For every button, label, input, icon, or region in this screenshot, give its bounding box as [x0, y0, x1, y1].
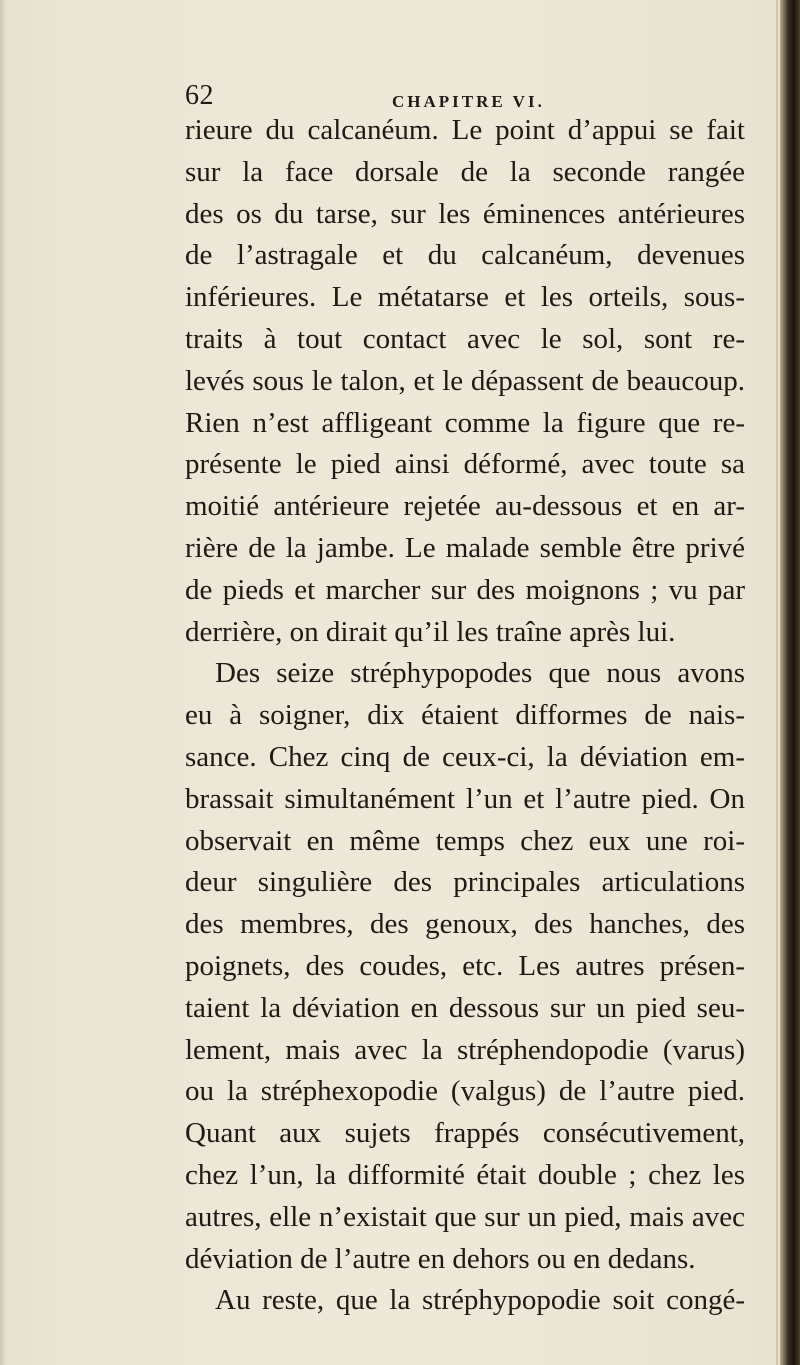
text-line: de pieds et marcher sur des moignons ; vu par [185, 573, 745, 606]
text-line: ou la stréphexopodie (valgus) de l’autre pied. [185, 1075, 745, 1108]
text-line: moitié antérieure rejetée au-dessous et en ar- [185, 490, 745, 523]
book-spine-edge [780, 0, 800, 1365]
text-line: chez l’un, la difformité était double ; chez les [185, 1158, 745, 1191]
text-line: brassait simultanément l’un et l’autre pied. On [185, 782, 745, 815]
text-line: présente le pied ainsi déformé, avec toute sa [185, 448, 745, 481]
text-line: poignets, des coudes, etc. Les autres présen- [185, 949, 745, 982]
text-line: lement, mais avec la stréphendopodie (varus) [185, 1033, 745, 1066]
text-line: sance. Chez cinq de ceux-ci, la déviation em- [185, 740, 745, 773]
text-line: rière de la jambe. Le malade semble être privé [185, 531, 745, 564]
page-gutter-line [776, 0, 778, 1365]
text-line: des membres, des genoux, des hanches, des [185, 908, 745, 941]
text-line: eu à soigner, dix étaient difformes de nais- [185, 699, 745, 732]
page-number: 62 [185, 80, 214, 111]
paragraph-first-line: Des seize stréphypopodes que nous avons [215, 657, 745, 690]
text-line: deur singulière des principales articulations [185, 866, 745, 899]
text-line: des os du tarse, sur les éminences antérieures [185, 197, 745, 230]
text-line: Rien n’est affligeant comme la figure que re- [185, 406, 745, 439]
paragraph-first-line: Au reste, que la stréphypopodie soit congé- [215, 1284, 745, 1317]
page-left-edge [0, 0, 6, 1365]
text-line: levés sous le talon, et le dépassent de beaucoup. [185, 364, 745, 397]
text-line: de l’astragale et du calcanéum, devenues [185, 239, 745, 272]
body-text [185, 110, 745, 1322]
text-line: traits à tout contact avec le sol, sont re- [185, 322, 745, 355]
paragraph-end-line: déviation de l’autre en dehors ou en dedans. [185, 1242, 696, 1275]
text-line: sur la face dorsale de la seconde rangée [185, 155, 745, 188]
text-line: taient la déviation en dessous sur un pied seu- [185, 991, 745, 1024]
text-line: autres, elle n’existait que sur un pied, mais avec [185, 1200, 745, 1233]
paragraph-end-line: derrière, on dirait qu’il les traîne après lui. [185, 615, 676, 648]
running-head: CHAPITRE VI. [392, 92, 545, 111]
text-line: observait en même temps chez eux une roi- [185, 824, 745, 857]
text-line: rieure du calcanéum. Le point d’appui se fait [185, 114, 745, 146]
text-line: Quant aux sujets frappés consécutivement, [185, 1117, 745, 1150]
text-line: inférieures. Le métatarse et les orteils, sous- [185, 281, 745, 314]
